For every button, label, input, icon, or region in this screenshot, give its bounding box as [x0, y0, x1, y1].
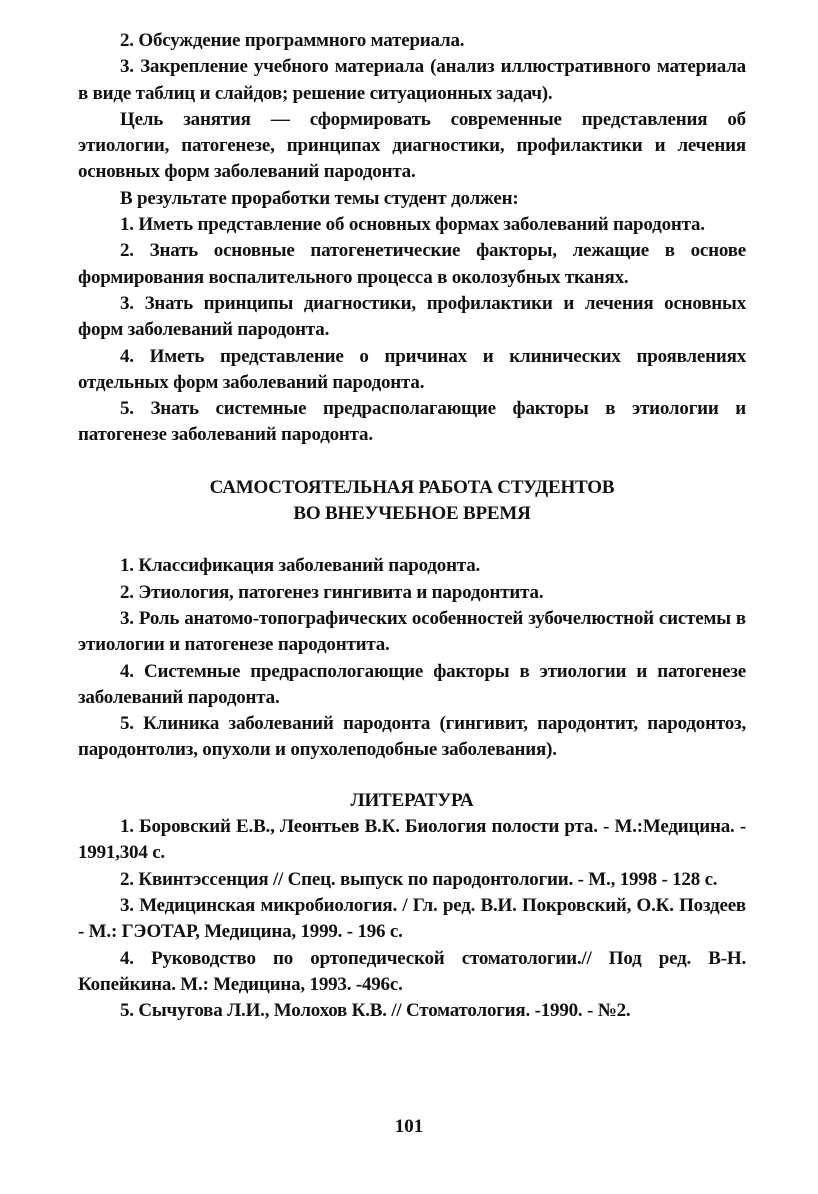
result-intro: В результате проработки темы студент должен:: [120, 187, 519, 209]
result-item: 3. Знать принципы диагностики, профилактики и лечения основных форм заболеваний пародонта.: [78, 292, 746, 341]
intro-item: 3. Закрепление учебного материала (анализ иллюстративного материала в виде таблиц и слайдов; решение ситуационных задач).: [78, 56, 746, 104]
result-item: 4. Иметь представление о причинах и клинических проявлениях отдельных форм заболеваний пародонта.: [78, 345, 746, 393]
independent-work-item: 2. Этиология, патогенез гингивита и пародонтита.: [120, 581, 544, 603]
page-number: 101: [394, 1116, 424, 1137]
independent-work-heading-line1: САМОСТОЯТЕЛЬНАЯ РАБОТА СТУДЕНТОВ: [209, 476, 615, 498]
literature-item: 3. Медицинская микробиология. / Гл. ред. В.И. Покровский, О.К. Поздеев - М.: ГЭОТАР, Медицина, 1999. - 196 с.: [78, 894, 746, 943]
intro-item: 2. Обсуждение программного материала.: [120, 30, 465, 51]
result-item: 2. Знать основные патогенетические факторы, лежащие в основе формирования воспалительного процесса в околозубных тканях.: [78, 240, 746, 288]
independent-work-item: 3. Роль анатомо-топографических особенностей зубочелюстной системы в этиологии и патогенезе пародонтита.: [78, 607, 746, 656]
literature-item: 4. Руководство по ортопедической стоматологии.// Под ред. В-Н. Копейкина. М.: Медицина, 1993. -496с.: [78, 947, 746, 995]
literature-item: 1. Боровский Е.В., Леонтьев В.К. Биология полости рта. - М.:Медицина. - 1991,304 с.: [78, 816, 746, 864]
independent-work-item: 5. Клиника заболеваний пародонта (гингивит, пародонтит, пародонтоз, пародонтолиз, опухоли и опухолеподобные заболевания).: [78, 713, 746, 761]
literature-item: 5. Сычугова Л.И., Молохов К.В. // Стоматология. -1990. - №2.: [120, 1000, 631, 1022]
independent-work-heading-line2: ВО ВНЕУЧЕБНОЕ ВРЕМЯ: [293, 503, 531, 525]
literature-heading: ЛИТЕРАТУРА: [350, 789, 474, 811]
independent-work-item: 4. Системные предраспологающие факторы в этиологии и патогенезе заболеваний пародонта.: [78, 660, 746, 708]
literature-item: 2. Квинтэссенция // Спец. выпуск по пародонтологии. - М., 1998 - 128 с.: [120, 868, 718, 890]
independent-work-item: 1. Классификация заболеваний пародонта.: [120, 555, 481, 577]
result-item: 5. Знать системные предрасполагающие факторы в этиологии и патогенезе заболеваний пародонта.: [78, 398, 746, 446]
result-item: 1. Иметь представление об основных формах заболеваний пародонта.: [120, 214, 705, 236]
page-body: [78, 28, 746, 1024]
lesson-goal: Цель занятия — сформировать современные представления об этиологии, патогенезе, принципах диагностики, профилактики и лечения основных форм заболеваний пародонта.: [78, 108, 746, 183]
